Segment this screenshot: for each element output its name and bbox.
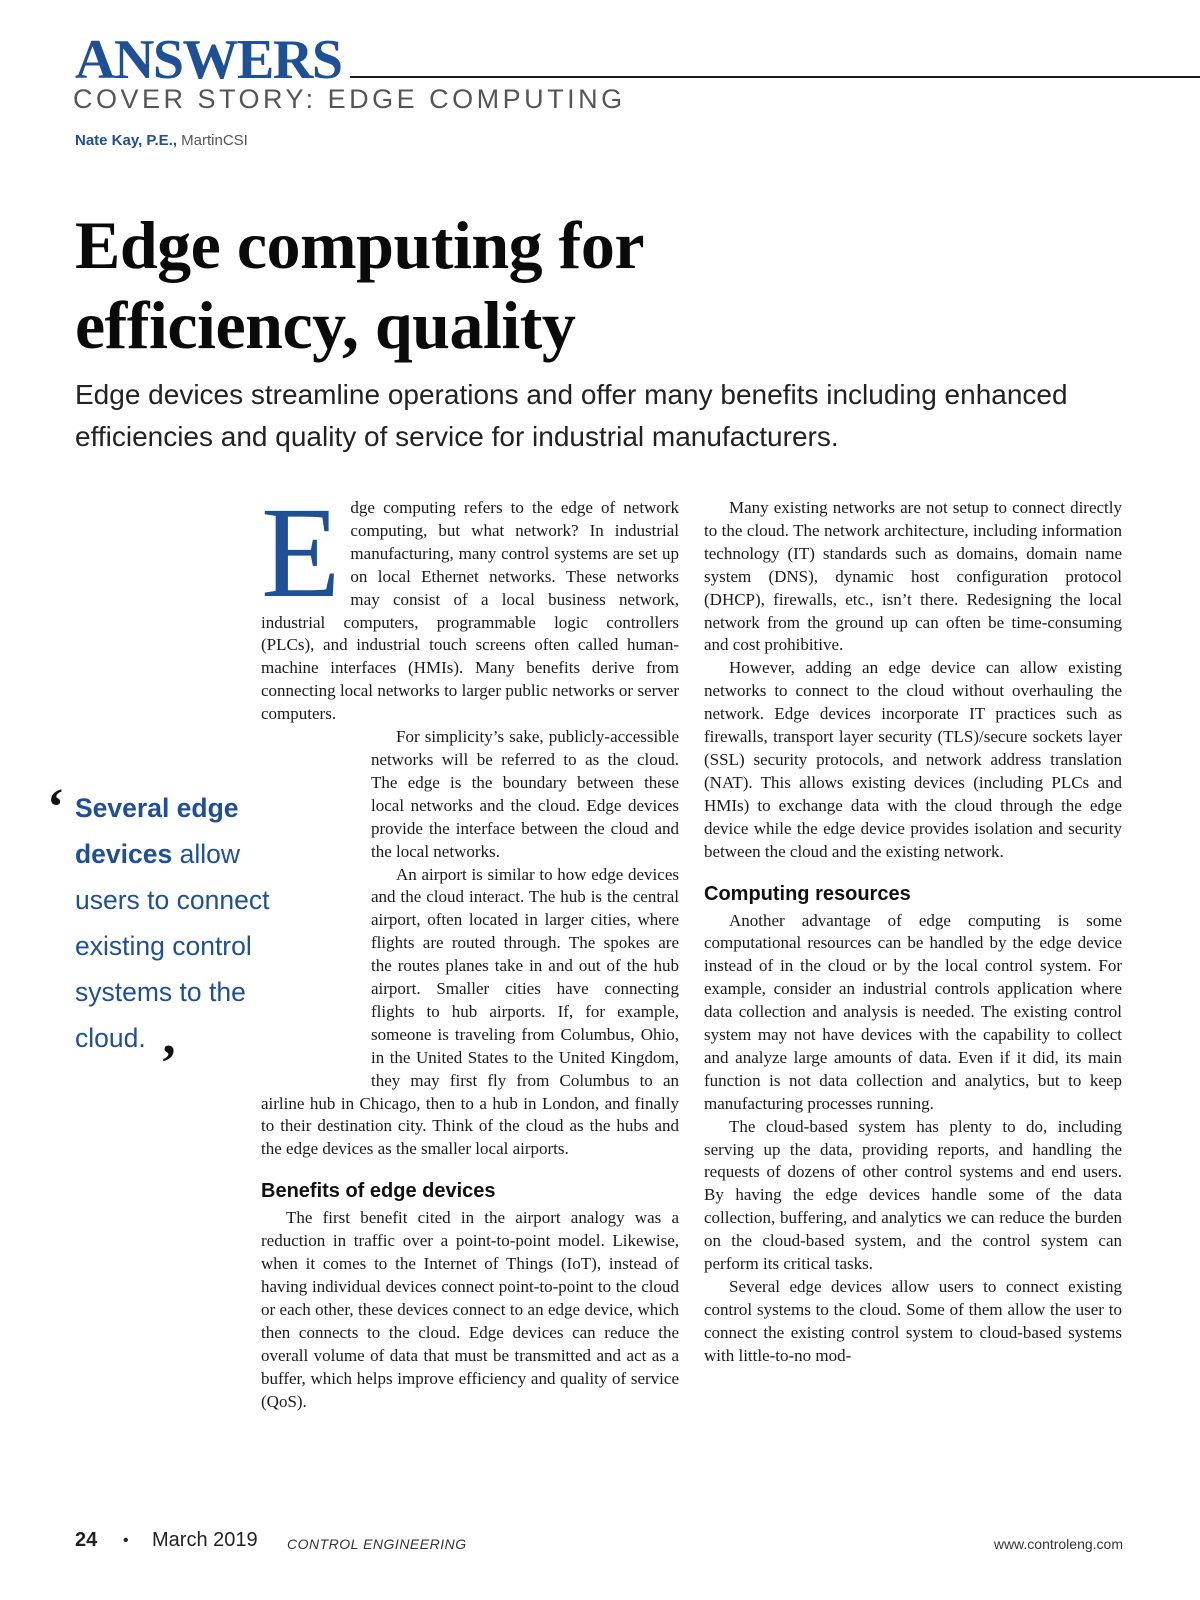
paragraph: For simplicity’s sake, publicly-accessible networks will be referred to as the cloud. The edge is the boundary between these local networks and the cloud. Edge devices provide the interface between the cloud and the local networks. — [371, 727, 679, 861]
close-quote-mark: ’ — [160, 1035, 178, 1092]
open-quote-mark: ‘ — [47, 779, 65, 836]
author-name: Nate Kay, P.E., — [75, 132, 177, 149]
paragraph: Another advantage of edge computing is some computational resources can be handled by the edge device instead of in the cloud or by the local control system. For example, consider an industrial controls application where data collection and analysis is needed. The existing control system may not have devices with the capability to collect and analyze large amounts of data. Even if it did, its main function is not data collection and analytics, but to keep manufacturing processes running. — [704, 910, 1122, 1113]
byline — [75, 132, 248, 150]
paragraph: Several edge devices allow users to connect existing control systems to the cloud. Some of them allow the user to connect the existing control system to cloud-based systems with little-to-no mod- — [704, 1277, 1122, 1365]
author-organization: MartinCSI — [181, 132, 248, 149]
page-number: 24 — [75, 1529, 98, 1551]
paragraph: An airport is similar to how edge devices and the cloud interact. The hub is the central airport, often located in larger cities, where flights are routed through. The spokes are the routes planes take in and out of the hub airport. Smaller cities have connecting flights to hub airports. If, for example, someone is traveling from Columbus, Ohio, in the United States to the United Kingdom, they may first fly from Columbus to an airline hub in Chicago, then to a hub in London, and finally to their destination city. Think of the cloud as the hubs and the edge devices as the smaller local airports. — [261, 864, 679, 1159]
issue-date: March 2019 — [152, 1529, 258, 1551]
headline-line-2: efficiency, quality — [75, 287, 576, 363]
website-url: www.controleng.com — [993, 1536, 1123, 1552]
brand-title: ANSWERS — [75, 29, 342, 91]
subheading: Computing resources — [704, 882, 911, 905]
body-column-1 — [261, 481, 679, 1413]
body-column-2 — [704, 497, 1122, 1368]
footer-bullet: • — [123, 1532, 129, 1549]
paragraph: The first benefit cited in the airport analogy was a reduction in traffic over a point-to-point model. Likewise, when it comes to the Internet of Things (IoT), instead of having individual devices connect point-to-point to the cloud or each other, these devices connect to an edge device, which then connects to the cloud. Edge devices can reduce the overall volume of data that must be transmitted and act as a buffer, which helps improve efficiency and quality of service (QoS). — [261, 1208, 679, 1411]
deck: Edge devices streamline operations and offer many benefits including enhanced efficiencies and quality of service for industrial manufacturers. — [75, 379, 1068, 452]
paragraph: Edge computing refers to the edge of network computing, but what network? In industrial manufacturing, many control systems are set up on local Ethernet networks. These networks may consist of a local business network, industrial computers, programmable logic controllers (PLCs), and industrial touch screens often called human-machine interfaces (HMIs). Many benefits derive from connecting local networks to larger public networks or server computers. — [261, 481, 679, 724]
section-label: COVER STORY: EDGE COMPUTING — [73, 84, 626, 114]
header-rule — [350, 76, 1200, 78]
headline-line-1: Edge computing for — [75, 207, 644, 283]
magazine-name: CONTROL ENGINEERING — [287, 1536, 467, 1552]
paragraph: Many existing networks are not setup to connect directly to the cloud. The network architecture, including information technology (IT) standards such as domains, domain name system (DNS), dynamic host configuration protocol (DHCP), firewalls, etc., isn’t there. Redesigning the local network from the ground up can often be time-consuming and cost prohibitive. — [704, 498, 1122, 655]
pull-quote: Several edge devices allow users to connect existing control systems to the cloud. — [75, 793, 270, 1053]
headline — [75, 205, 975, 365]
drop-cap: E — [261, 481, 341, 625]
paragraph: However, adding an edge device can allow existing networks to connect to the cloud without overhauling the network. Edge devices incorporate IT practices such as firewalls, transport layer security (TLS)/secure sockets layer (SSL) security protocols, and network address translation (NAT). This allows existing devices (including PLCs and HMIs) to exchange data with the cloud through the edge device while the edge device provides isolation and security between the cloud and the existing network. — [704, 658, 1122, 861]
subheading: Benefits of edge devices — [261, 1180, 496, 1203]
paragraph: The cloud-based system has plenty to do, including serving up the data, providing reports, and handling the requests of dozens of other control systems and end users. By having the edge devices handle some of the data collection, buffering, and analytics we can reduce the burden on the cloud-based system, and the control system can perform its critical tasks. — [704, 1116, 1122, 1274]
